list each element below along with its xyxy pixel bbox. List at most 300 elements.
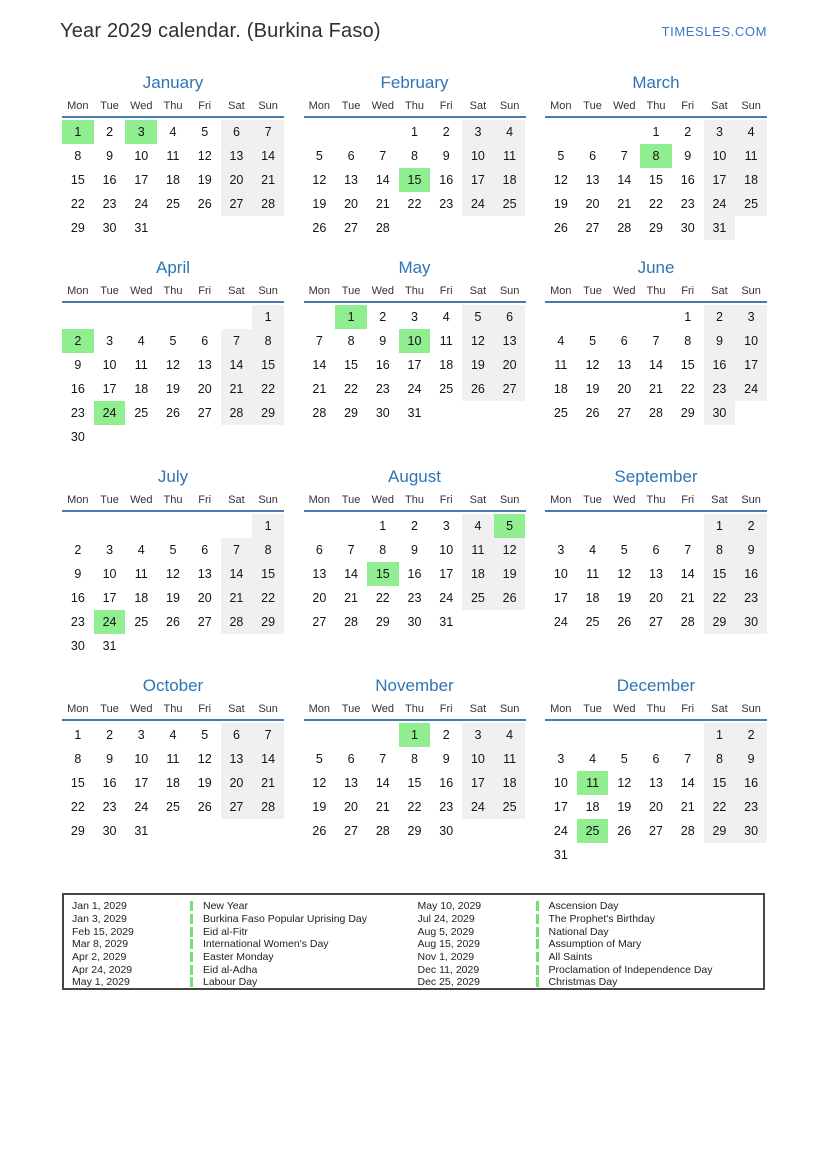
day-cell: 19 bbox=[494, 562, 526, 586]
day-cell: 18 bbox=[553, 382, 568, 396]
day-cell: 14 bbox=[375, 776, 390, 790]
day-cell: 23 bbox=[375, 382, 390, 396]
day-cell: 21 bbox=[680, 591, 695, 605]
empty-day-cell bbox=[672, 514, 704, 538]
weekday-header-row bbox=[304, 701, 526, 721]
day-cell: 9 bbox=[411, 543, 418, 557]
day-cell: 7 bbox=[252, 723, 284, 747]
day-cell: 21 bbox=[680, 800, 695, 814]
day-cell: 29 bbox=[252, 610, 284, 634]
day-name-sat: Sat bbox=[469, 100, 487, 112]
day-cell: 30 bbox=[680, 221, 695, 235]
day-cell: 28 bbox=[344, 615, 359, 629]
day-cell: 5 bbox=[620, 752, 628, 766]
month-title: July bbox=[157, 467, 189, 486]
day-name-fri: Fri bbox=[198, 494, 212, 506]
empty-day-cell bbox=[577, 305, 609, 329]
holiday-day-cell: 10 bbox=[399, 329, 431, 353]
day-name-thu: Thu bbox=[405, 100, 424, 112]
day-cell: 25 bbox=[494, 795, 526, 819]
day-cell: 16 bbox=[704, 353, 736, 377]
holiday-name: Christmas Day bbox=[548, 976, 618, 989]
day-cell: 26 bbox=[312, 824, 327, 838]
month-days bbox=[62, 514, 284, 658]
day-name-sat: Sat bbox=[228, 494, 245, 506]
day-cell: 3 bbox=[462, 120, 494, 144]
day-cell: 4 bbox=[589, 543, 597, 557]
holiday-row bbox=[418, 976, 764, 989]
day-cell: 17 bbox=[735, 353, 767, 377]
day-name-wed: Wed bbox=[130, 100, 153, 112]
day-cell: 26 bbox=[166, 406, 180, 420]
day-cell: 5 bbox=[589, 334, 597, 348]
empty-day-cell bbox=[125, 305, 157, 329]
day-cell: 20 bbox=[344, 800, 359, 814]
empty-day-cell bbox=[672, 723, 704, 747]
day-cell: 25 bbox=[134, 406, 149, 420]
day-name-tue: Tue bbox=[341, 703, 361, 715]
day-cell: 8 bbox=[252, 329, 284, 353]
empty-day-cell bbox=[367, 723, 399, 747]
day-cell: 25 bbox=[134, 615, 149, 629]
day-cell: 15 bbox=[680, 358, 695, 372]
month-august bbox=[304, 464, 526, 634]
day-cell: 13 bbox=[221, 747, 253, 771]
day-cell: 5 bbox=[315, 149, 323, 163]
day-cell: 18 bbox=[166, 776, 180, 790]
day-cell: 23 bbox=[102, 197, 117, 211]
day-cell: 28 bbox=[252, 192, 284, 216]
month-january bbox=[62, 70, 284, 240]
day-cell: 15 bbox=[70, 173, 85, 187]
holiday-row bbox=[418, 963, 764, 976]
day-cell: 24 bbox=[462, 795, 494, 819]
day-name-mon: Mon bbox=[550, 494, 572, 506]
day-cell: 14 bbox=[252, 747, 284, 771]
holiday-marker-bar bbox=[190, 952, 193, 962]
empty-day-cell bbox=[304, 723, 336, 747]
day-cell: 5 bbox=[169, 334, 177, 348]
day-cell: 1 bbox=[252, 305, 284, 329]
day-cell: 1 bbox=[704, 514, 736, 538]
holiday-day-cell: 15 bbox=[399, 168, 431, 192]
holiday-day-cell: 24 bbox=[94, 401, 126, 425]
day-name-wed: Wed bbox=[130, 703, 153, 715]
empty-day-cell bbox=[545, 723, 577, 747]
month-title: June bbox=[637, 258, 675, 277]
month-april bbox=[62, 255, 284, 449]
holiday-date: Jul 24, 2029 bbox=[417, 913, 475, 926]
day-cell: 4 bbox=[442, 310, 450, 324]
holiday-row bbox=[72, 951, 418, 964]
day-cell: 28 bbox=[375, 221, 390, 235]
day-cell: 2 bbox=[442, 125, 450, 139]
empty-day-cell bbox=[577, 723, 609, 747]
day-cell: 14 bbox=[617, 173, 632, 187]
holiday-marker-bar bbox=[190, 965, 193, 975]
day-cell: 11 bbox=[494, 747, 526, 771]
day-cell: 28 bbox=[680, 824, 695, 838]
day-cell: 26 bbox=[617, 824, 632, 838]
holiday-date: Apr 2, 2029 bbox=[72, 951, 127, 964]
day-cell: 4 bbox=[589, 752, 597, 766]
day-cell: 21 bbox=[221, 377, 253, 401]
page-header bbox=[60, 18, 767, 48]
empty-day-cell bbox=[367, 120, 399, 144]
day-cell: 7 bbox=[221, 329, 253, 353]
holiday-name: Burkina Faso Popular Uprising Day bbox=[203, 913, 367, 926]
day-cell: 3 bbox=[462, 723, 494, 747]
empty-day-cell bbox=[462, 401, 494, 425]
holiday-date: Jan 1, 2029 bbox=[72, 900, 127, 913]
day-name-sun: Sun bbox=[258, 285, 278, 297]
holiday-marker-bar bbox=[536, 927, 539, 937]
day-name-thu: Thu bbox=[646, 703, 666, 715]
day-name-thu: Thu bbox=[163, 100, 183, 112]
empty-day-cell bbox=[608, 305, 640, 329]
month-title: November bbox=[375, 676, 454, 695]
day-cell: 24 bbox=[553, 824, 568, 838]
day-cell: 7 bbox=[221, 538, 253, 562]
empty-day-cell bbox=[221, 634, 253, 658]
day-cell: 8 bbox=[411, 149, 418, 163]
day-cell: 16 bbox=[439, 173, 454, 187]
day-cell: 13 bbox=[312, 567, 327, 581]
day-cell: 3 bbox=[137, 728, 145, 742]
holiday-name: Easter Monday bbox=[203, 951, 274, 964]
day-cell: 28 bbox=[680, 615, 695, 629]
holiday-marker-bar bbox=[536, 914, 539, 924]
day-cell: 4 bbox=[462, 514, 494, 538]
day-cell: 30 bbox=[735, 610, 767, 634]
month-days bbox=[304, 120, 526, 240]
day-cell: 1 bbox=[379, 519, 387, 533]
day-cell: 3 bbox=[106, 334, 114, 348]
day-name-mon: Mon bbox=[550, 703, 572, 715]
day-cell: 18 bbox=[494, 771, 526, 795]
day-cell: 27 bbox=[649, 615, 663, 629]
day-cell: 1 bbox=[704, 723, 736, 747]
day-name-tue: Tue bbox=[583, 285, 602, 297]
day-cell: 8 bbox=[74, 149, 82, 163]
day-name-sat: Sat bbox=[711, 100, 728, 112]
day-cell: 26 bbox=[553, 221, 568, 235]
day-cell: 3 bbox=[557, 543, 565, 557]
empty-day-cell bbox=[494, 401, 526, 425]
day-name-mon: Mon bbox=[550, 285, 572, 297]
day-cell: 4 bbox=[735, 120, 767, 144]
day-name-fri: Fri bbox=[681, 100, 695, 112]
month-title: August bbox=[388, 467, 441, 486]
day-name-sat: Sat bbox=[469, 494, 487, 506]
day-cell: 17 bbox=[462, 771, 494, 795]
day-name-mon: Mon bbox=[67, 285, 89, 297]
day-cell: 6 bbox=[494, 305, 526, 329]
day-name-wed: Wed bbox=[371, 100, 394, 112]
empty-day-cell bbox=[189, 514, 221, 538]
day-cell: 19 bbox=[617, 591, 632, 605]
day-cell: 9 bbox=[106, 752, 114, 766]
day-name-wed: Wed bbox=[613, 285, 636, 297]
page-title: Year 2029 calendar. (Burkina Faso) bbox=[60, 20, 381, 42]
holiday-marker-bar bbox=[190, 939, 193, 949]
day-cell: 10 bbox=[462, 747, 494, 771]
month-title: March bbox=[632, 73, 680, 92]
holiday-row bbox=[72, 938, 418, 951]
day-cell: 26 bbox=[166, 615, 180, 629]
day-cell: 1 bbox=[684, 310, 692, 324]
holiday-row bbox=[418, 913, 764, 926]
holiday-name: International Women's Day bbox=[203, 938, 329, 951]
day-cell: 2 bbox=[704, 305, 736, 329]
holiday-marker-bar bbox=[190, 914, 193, 924]
day-cell: 10 bbox=[134, 149, 149, 163]
day-name-fri: Fri bbox=[681, 703, 695, 715]
day-cell: 18 bbox=[585, 591, 600, 605]
empty-day-cell bbox=[189, 819, 221, 843]
holiday-date: Nov 1, 2029 bbox=[417, 951, 475, 964]
day-name-wed: Wed bbox=[130, 494, 153, 506]
day-cell: 10 bbox=[553, 776, 568, 790]
day-cell: 9 bbox=[735, 747, 767, 771]
empty-day-cell bbox=[94, 514, 126, 538]
empty-day-cell bbox=[335, 120, 367, 144]
month-title: January bbox=[142, 73, 204, 92]
day-cell: 22 bbox=[407, 197, 422, 211]
day-cell: 16 bbox=[70, 382, 85, 396]
holiday-marker-bar bbox=[536, 952, 539, 962]
day-cell: 21 bbox=[617, 197, 632, 211]
day-cell: 6 bbox=[347, 752, 355, 766]
day-cell: 4 bbox=[557, 334, 565, 348]
day-cell: 12 bbox=[197, 752, 212, 766]
month-december bbox=[545, 673, 767, 867]
day-cell: 22 bbox=[252, 377, 284, 401]
holiday-row bbox=[72, 976, 418, 989]
day-cell: 7 bbox=[379, 149, 387, 163]
month-march bbox=[545, 70, 767, 240]
day-cell: 20 bbox=[312, 591, 327, 605]
day-cell: 31 bbox=[553, 848, 568, 862]
holiday-name: The Prophet's Birthday bbox=[548, 913, 655, 926]
day-cell: 26 bbox=[494, 586, 526, 610]
day-cell: 26 bbox=[462, 377, 494, 401]
day-cell: 6 bbox=[201, 334, 209, 348]
day-cell: 11 bbox=[134, 567, 148, 581]
empty-day-cell bbox=[125, 425, 157, 449]
day-cell: 21 bbox=[312, 382, 327, 396]
day-cell: 19 bbox=[166, 382, 180, 396]
day-cell: 8 bbox=[74, 752, 82, 766]
month-october bbox=[62, 673, 284, 843]
day-cell: 25 bbox=[166, 197, 180, 211]
day-name-tue: Tue bbox=[583, 100, 602, 112]
day-cell: 16 bbox=[439, 776, 454, 790]
day-name-sat: Sat bbox=[228, 285, 245, 297]
day-cell: 6 bbox=[347, 149, 355, 163]
day-cell: 18 bbox=[494, 168, 526, 192]
day-cell: 12 bbox=[312, 776, 327, 790]
empty-day-cell bbox=[125, 634, 157, 658]
holiday-name: National Day bbox=[548, 925, 609, 938]
empty-day-cell bbox=[462, 819, 494, 843]
day-cell: 3 bbox=[106, 543, 114, 557]
day-cell: 9 bbox=[704, 329, 736, 353]
month-may bbox=[304, 255, 526, 425]
day-name-tue: Tue bbox=[341, 494, 361, 506]
day-cell: 27 bbox=[344, 824, 359, 838]
site-link[interactable]: TIMESLES.COM bbox=[661, 24, 767, 39]
day-name-sun: Sun bbox=[258, 494, 278, 506]
day-cell: 15 bbox=[344, 358, 359, 372]
day-name-wed: Wed bbox=[613, 494, 636, 506]
empty-day-cell bbox=[304, 120, 336, 144]
day-cell: 28 bbox=[221, 610, 253, 634]
day-cell: 7 bbox=[684, 752, 692, 766]
day-cell: 20 bbox=[494, 353, 526, 377]
day-cell: 24 bbox=[553, 615, 568, 629]
day-cell: 13 bbox=[585, 173, 600, 187]
day-name-tue: Tue bbox=[341, 100, 361, 112]
day-name-wed: Wed bbox=[130, 285, 153, 297]
day-cell: 30 bbox=[439, 824, 454, 838]
month-title: April bbox=[155, 258, 190, 277]
day-cell: 20 bbox=[649, 800, 663, 814]
day-cell: 7 bbox=[347, 543, 355, 557]
day-cell: 23 bbox=[407, 591, 422, 605]
day-name-wed: Wed bbox=[613, 703, 636, 715]
empty-day-cell bbox=[545, 120, 577, 144]
day-cell: 9 bbox=[379, 334, 387, 348]
day-cell: 5 bbox=[620, 543, 628, 557]
day-name-fri: Fri bbox=[198, 703, 212, 715]
holidays-column-left bbox=[72, 900, 418, 989]
weekday-header-row bbox=[62, 98, 284, 118]
day-cell: 20 bbox=[197, 382, 212, 396]
day-cell: 22 bbox=[375, 591, 390, 605]
day-cell: 9 bbox=[74, 567, 82, 581]
day-cell: 30 bbox=[704, 401, 736, 425]
day-cell: 25 bbox=[494, 192, 526, 216]
day-cell: 16 bbox=[375, 358, 390, 372]
day-cell: 10 bbox=[102, 358, 117, 372]
empty-day-cell bbox=[221, 216, 253, 240]
weekday-header-row bbox=[545, 492, 767, 512]
empty-day-cell bbox=[157, 514, 189, 538]
day-cell: 20 bbox=[221, 168, 253, 192]
day-cell: 21 bbox=[252, 771, 284, 795]
holiday-day-cell: 8 bbox=[640, 144, 672, 168]
day-cell: 27 bbox=[312, 615, 327, 629]
day-name-sat: Sat bbox=[711, 285, 728, 297]
day-cell: 18 bbox=[462, 562, 494, 586]
day-cell: 7 bbox=[252, 120, 284, 144]
empty-day-cell bbox=[640, 514, 672, 538]
empty-day-cell bbox=[545, 305, 577, 329]
day-cell: 27 bbox=[197, 615, 212, 629]
day-cell: 15 bbox=[252, 353, 284, 377]
day-cell: 6 bbox=[221, 120, 253, 144]
day-name-sat: Sat bbox=[228, 100, 245, 112]
day-name-sun: Sun bbox=[499, 494, 520, 506]
day-cell: 1 bbox=[411, 125, 418, 139]
empty-day-cell bbox=[157, 634, 189, 658]
day-cell: 3 bbox=[411, 310, 418, 324]
day-cell: 30 bbox=[407, 615, 422, 629]
day-name-fri: Fri bbox=[681, 285, 695, 297]
day-cell: 16 bbox=[735, 771, 767, 795]
day-cell: 31 bbox=[134, 221, 149, 235]
day-cell: 22 bbox=[70, 197, 85, 211]
day-name-sun: Sun bbox=[499, 100, 520, 112]
day-cell: 24 bbox=[407, 382, 422, 396]
day-name-thu: Thu bbox=[646, 285, 666, 297]
day-cell: 1 bbox=[652, 125, 660, 139]
day-cell: 6 bbox=[620, 334, 628, 348]
day-cell: 13 bbox=[649, 567, 663, 581]
month-title: May bbox=[398, 258, 431, 277]
day-cell: 14 bbox=[680, 776, 695, 790]
empty-day-cell bbox=[640, 305, 672, 329]
day-cell: 11 bbox=[134, 358, 148, 372]
day-cell: 23 bbox=[680, 197, 695, 211]
day-cell: 2 bbox=[735, 514, 767, 538]
empty-day-cell bbox=[62, 305, 94, 329]
day-cell: 17 bbox=[102, 382, 117, 396]
empty-day-cell bbox=[577, 843, 609, 867]
empty-day-cell bbox=[608, 120, 640, 144]
holiday-marker-bar bbox=[536, 977, 539, 987]
day-cell: 5 bbox=[557, 149, 565, 163]
empty-day-cell bbox=[94, 425, 126, 449]
day-cell: 14 bbox=[221, 562, 253, 586]
day-cell: 21 bbox=[375, 800, 390, 814]
day-cell: 10 bbox=[553, 567, 568, 581]
day-cell: 19 bbox=[197, 173, 212, 187]
empty-day-cell bbox=[221, 819, 253, 843]
day-cell: 29 bbox=[407, 824, 422, 838]
day-cell: 19 bbox=[166, 591, 180, 605]
day-cell: 11 bbox=[166, 752, 180, 766]
day-cell: 18 bbox=[439, 358, 454, 372]
weekday-header-row bbox=[545, 283, 767, 303]
weekday-header-row bbox=[545, 701, 767, 721]
day-name-fri: Fri bbox=[681, 494, 695, 506]
day-cell: 4 bbox=[494, 723, 526, 747]
day-cell: 12 bbox=[166, 358, 180, 372]
holiday-day-cell: 15 bbox=[367, 562, 399, 586]
day-cell: 16 bbox=[70, 591, 85, 605]
day-cell: 13 bbox=[344, 173, 359, 187]
day-cell: 4 bbox=[137, 543, 145, 557]
day-cell: 25 bbox=[439, 382, 454, 396]
day-cell: 6 bbox=[315, 543, 323, 557]
day-cell: 14 bbox=[252, 144, 284, 168]
day-name-tue: Tue bbox=[100, 494, 119, 506]
day-name-sun: Sun bbox=[741, 285, 761, 297]
month-title: February bbox=[380, 73, 449, 92]
empty-day-cell bbox=[157, 216, 189, 240]
day-cell: 31 bbox=[134, 824, 149, 838]
day-cell: 26 bbox=[197, 800, 212, 814]
day-cell: 16 bbox=[407, 567, 422, 581]
holiday-row bbox=[72, 913, 418, 926]
day-cell: 17 bbox=[553, 800, 568, 814]
holiday-row bbox=[418, 938, 764, 951]
day-name-mon: Mon bbox=[308, 494, 331, 506]
holiday-marker-bar bbox=[190, 901, 193, 911]
holiday-date: May 10, 2029 bbox=[417, 900, 482, 913]
